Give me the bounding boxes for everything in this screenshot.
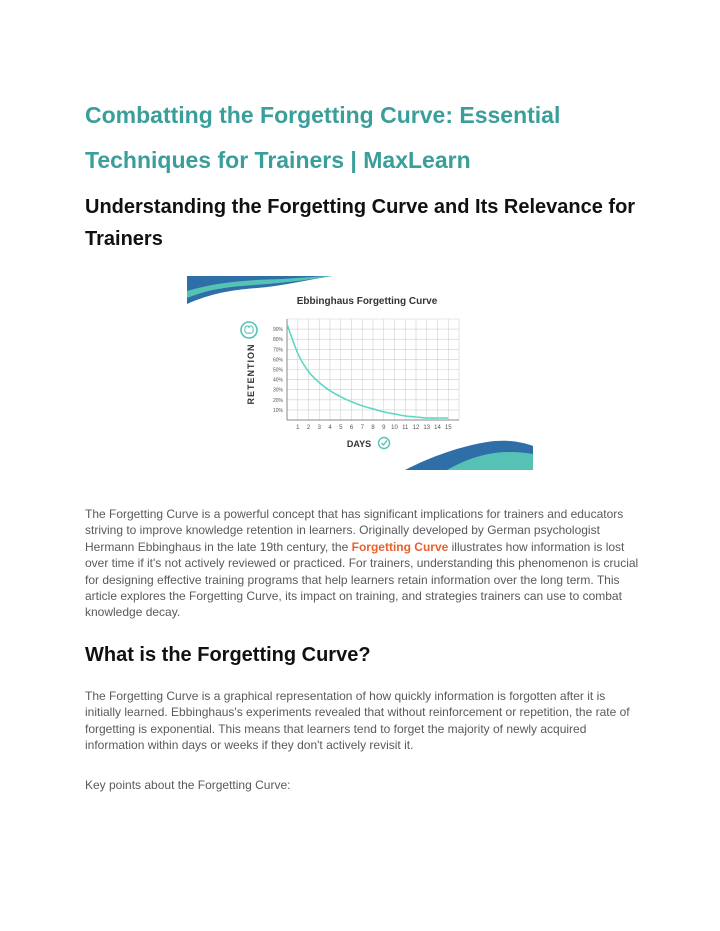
y-tick-label: 80% [272,337,283,344]
y-axis-label: RETENTION [246,343,256,405]
y-tick-label: 40% [272,377,283,384]
x-tick-label: 11 [402,425,409,431]
x-tick-label: 7 [360,425,364,431]
y-tick-label: 60% [272,357,283,364]
x-tick-label: 13 [423,425,431,431]
forgetting-curve-link[interactable]: Forgetting Curve [351,539,449,554]
y-tick-label: 70% [272,347,283,354]
y-tick-label: 20% [272,397,283,404]
x-tick-labels [296,425,452,431]
x-tick-label: 4 [328,425,332,431]
x-tick-label: 12 [412,425,420,431]
x-tick-label: 15 [444,425,452,431]
x-tick-label: 3 [317,425,321,431]
x-tick-label: 5 [339,425,343,431]
y-tick-labels [273,327,284,414]
y-tick-label: 90% [272,327,283,334]
section-heading-understanding: Understanding the Forgetting Curve and Its Relevance for Trainers [85,196,636,250]
document-title: Combatting the Forgetting Curve: Essential Techniques for Trainers | MaxLearn [85,102,561,173]
x-tick-label: 9 [382,425,386,431]
y-tick-label: 50% [272,367,283,374]
x-tick-label: 6 [349,425,354,431]
x-tick-label: 2 [306,425,311,431]
intro-text-end: illustrates how information is lost over time if it's not actively reviewed or practiced. For trainers, understanding this phenomenon is crucial for designing effective training programs that help learners retain information over the long term. This article explores the Forgetting Curve, its impact on training, and strategies trainers can use to combat knowledge decay. [85,539,639,620]
y-tick-label: 30% [272,387,283,394]
checkmark-circle-icon [379,438,390,449]
x-tick-label: 10 [391,425,398,431]
intro-text-start: The Forgetting Curve is a powerful concept that has significant implications for trainers and educators striving to improve knowledge retention in learners. Originally developed by German psychologist Hermann Ebbinghaus in the late 19th century, the [85,507,624,554]
chart-grid [287,319,459,420]
x-tick-label: 1 [296,425,300,431]
brain-icon [241,322,257,338]
x-tick-label: 8 [371,425,375,431]
x-axis-label: DAYS [346,439,372,449]
intro-paragraph [85,506,641,621]
y-tick-label: 10% [272,407,283,414]
chart-title: Ebbinghaus Forgetting Curve [296,296,438,307]
section-heading-what-is: What is the Forgetting Curve? [85,644,371,666]
definition-paragraph: The Forgetting Curve is a graphical representation of how quickly information is forgotten after it is initially learned. Ebbinghaus's experiments revealed that without reinforcement or repetition, the rate of forgetting is exponential. This means that learners tend to forget the majority of newly acquired information within days or weeks if they don't actively revisit it. [85,689,630,753]
forgetting-curve-chart [187,276,533,470]
forgetting-curve-figure [187,276,533,470]
forgetting-curve-line [287,324,448,418]
x-tick-label: 14 [434,425,441,431]
key-points-intro: Key points about the Forgetting Curve: [85,778,291,792]
